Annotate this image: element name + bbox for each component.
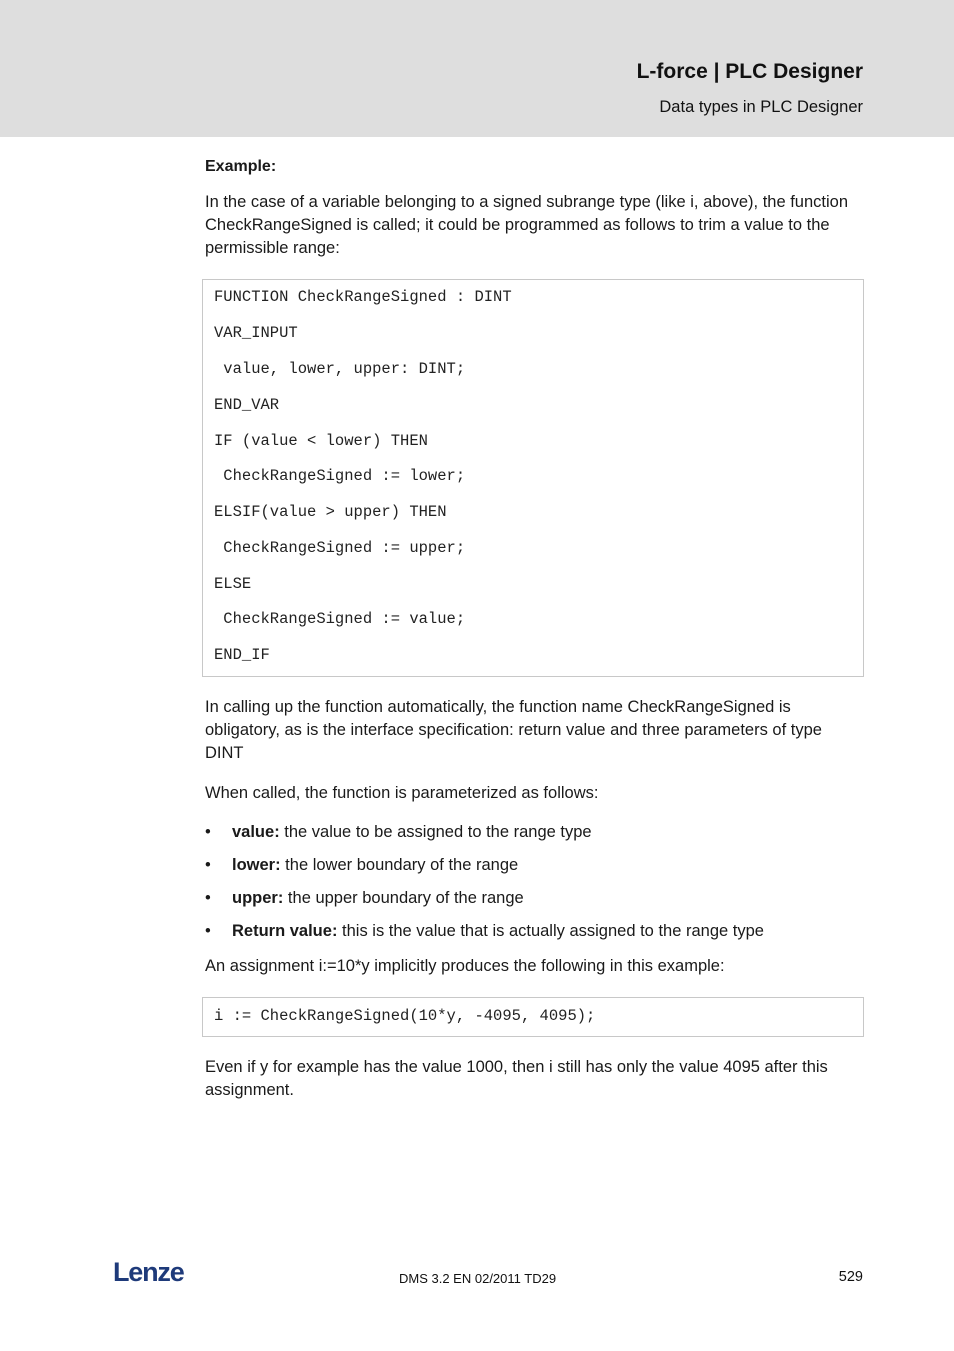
manual-title: L-force | PLC Designer xyxy=(636,60,863,83)
code-line: FUNCTION CheckRangeSigned : DINT xyxy=(214,288,512,306)
intro-paragraph: In the case of a variable belonging to a signed subrange type (like i, above), the function CheckRangeSigned is called; it could be programmed as follows to trim a value to the permissible range: xyxy=(205,193,849,257)
assignment-paragraph: An assignment i:=10*y implicitly produces the following in this example: xyxy=(205,957,725,975)
param-description: the upper boundary of the range xyxy=(283,889,524,907)
code-block-check-range xyxy=(202,279,864,677)
example-heading: Example: xyxy=(205,158,277,175)
param-term: lower: xyxy=(232,856,281,874)
code-line: ELSE xyxy=(214,575,252,593)
bullet-icon: • xyxy=(205,856,211,874)
param-term: Return value: xyxy=(232,922,338,940)
page-header xyxy=(0,0,954,137)
code-line: value, lower, upper: DINT; xyxy=(214,360,466,378)
code-block-assignment xyxy=(202,997,864,1037)
code-line: END_VAR xyxy=(214,396,280,414)
bullet-icon: • xyxy=(205,823,211,841)
param-term: value: xyxy=(232,823,280,841)
param-description: the value to be assigned to the range type xyxy=(279,823,592,841)
code-line: IF (value < lower) THEN xyxy=(214,432,428,450)
param-description: this is the value that is actually assigned to the range type xyxy=(337,922,764,940)
bullet-icon: • xyxy=(205,889,211,907)
parameterized-paragraph: When called, the function is parameterized as follows: xyxy=(205,784,599,802)
code-line: CheckRangeSigned := value; xyxy=(214,610,466,628)
code-line: VAR_INPUT xyxy=(214,324,298,342)
code-line: END_IF xyxy=(214,646,270,664)
function-name-paragraph: In calling up the function automatically, the function name CheckRangeSigned is obligatory, as is the interface specification: return value and three parameters of type DINT xyxy=(205,698,822,762)
final-paragraph: Even if y for example has the value 1000, then i still has only the value 4095 after this assignment. xyxy=(205,1058,828,1099)
lenze-logo: Lenze xyxy=(113,1257,184,1287)
code-line: ELSIF(value > upper) THEN xyxy=(214,503,447,521)
page-number: 529 xyxy=(838,1269,863,1285)
document-reference: DMS 3.2 EN 02/2011 TD29 xyxy=(399,1271,557,1286)
param-term: upper: xyxy=(232,889,284,907)
bullet-icon: • xyxy=(205,922,211,940)
code-line: CheckRangeSigned := lower; xyxy=(214,467,466,485)
param-description: the lower boundary of the range xyxy=(280,856,519,874)
code-line: CheckRangeSigned := upper; xyxy=(214,539,466,557)
code-line: i := CheckRangeSigned(10*y, -4095, 4095); xyxy=(214,1007,596,1025)
chapter-title: Data types in PLC Designer xyxy=(659,98,863,116)
